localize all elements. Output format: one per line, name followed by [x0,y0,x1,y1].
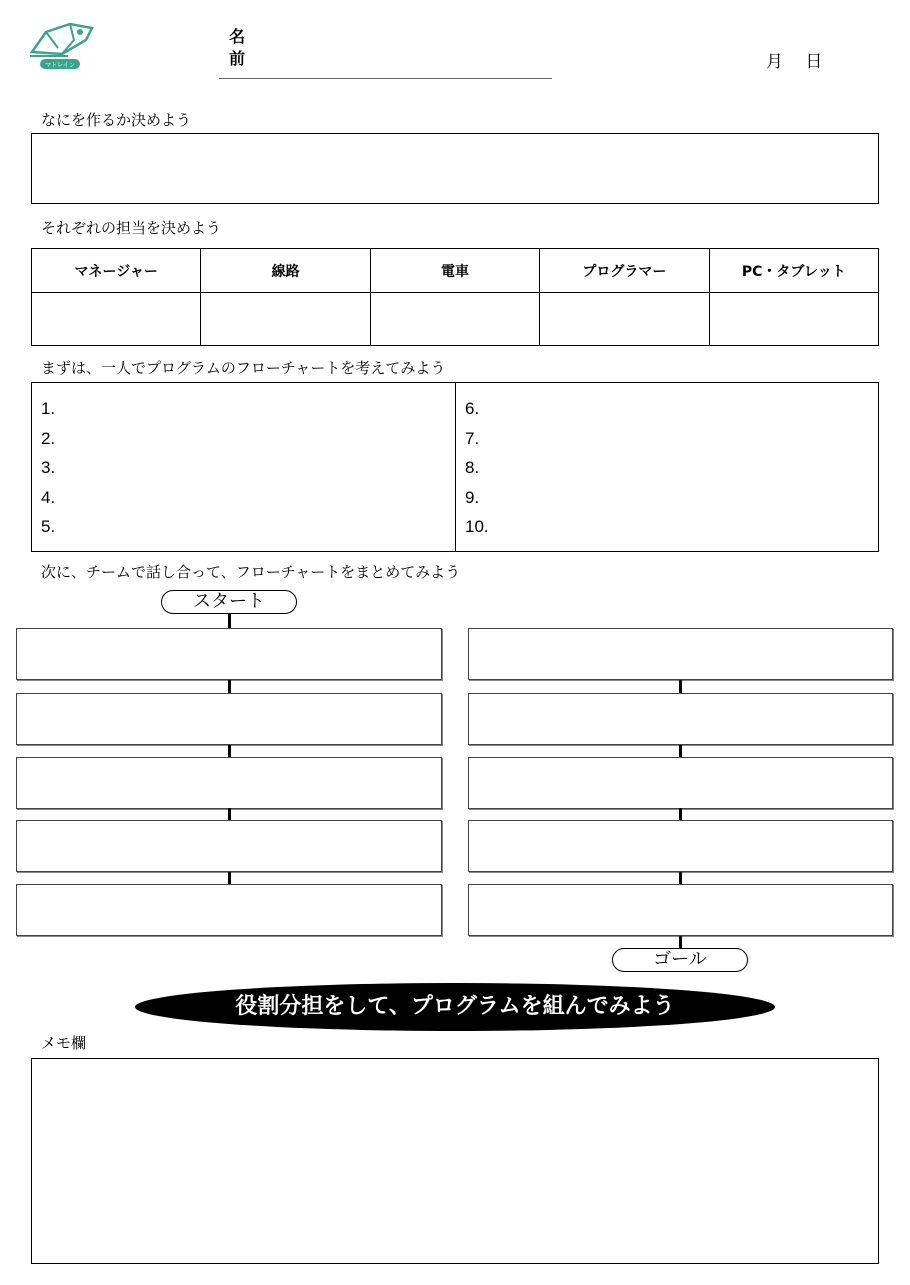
step-number: 4. [41,487,56,507]
flow-connector [679,680,682,694]
step-number: 5. [41,517,56,537]
role-cell-track[interactable] [201,293,370,346]
logo-text: マトレイン [45,62,75,69]
what-to-make-box[interactable] [31,133,879,204]
roles-title: それぞれの担当を決めよう [41,219,222,237]
role-header-train: 電車 [370,249,539,293]
steps-left-column[interactable] [31,382,455,552]
steps-right-column[interactable] [455,382,879,552]
role-header-programmer: プログラマー [540,249,709,293]
matrain-logo [28,18,98,72]
name-label: 名前 [229,27,246,68]
step-number: 3. [41,458,56,478]
flow-box-left-2[interactable] [16,693,442,745]
step-number: 1. [41,399,56,418]
memo-label: メモ欄 [41,1034,87,1052]
step-number: 6. [465,399,480,418]
step-number: 2. [41,428,56,448]
flow-connector [228,614,231,628]
role-cell-pc-tablet[interactable] [709,293,878,346]
name-field-line[interactable] [219,78,552,79]
role-header-manager: マネージャー [32,249,201,293]
flow-box-left-1[interactable] [16,628,442,680]
step-number: 10. [465,517,489,537]
team-flow-label: 次に、チームで話し合って、フローチャートをまとめてみよう [41,563,461,581]
role-cell-manager[interactable] [32,293,201,346]
flow-box-left-3[interactable] [16,757,442,809]
roles-header-row [32,249,879,293]
flow-goal-pill: ゴール [612,948,748,972]
roles-table [31,248,879,346]
individual-flow-label: まずは、一人でプログラムのフローチャートを考えてみよう [41,359,446,377]
step-number: 8. [465,458,480,478]
role-header-track: 線路 [201,249,370,293]
program-banner: 役割分担をして、プログラムを組んでみよう [135,983,775,1031]
flow-box-right-5[interactable] [468,884,893,936]
step-number: 7. [465,428,480,448]
flow-box-left-4[interactable] [16,820,442,872]
date-label: 月 日 [766,52,823,72]
flow-start-pill: スタート [161,590,297,614]
flow-box-right-4[interactable] [468,820,893,872]
flow-box-right-1[interactable] [468,628,893,680]
role-cell-programmer[interactable] [540,293,709,346]
flow-box-right-2[interactable] [468,693,893,745]
flow-box-left-5[interactable] [16,884,442,936]
step-number: 9. [465,487,480,507]
roles-entry-row [32,293,879,346]
memo-box[interactable] [31,1058,879,1264]
flow-connector [228,680,231,694]
flow-box-right-3[interactable] [468,757,893,809]
what-to-make-label: なにを作るか決めよう [41,111,192,129]
role-header-pc-tablet: PC・タブレット [709,249,878,293]
role-cell-train[interactable] [370,293,539,346]
train-logo-icon [28,18,98,72]
